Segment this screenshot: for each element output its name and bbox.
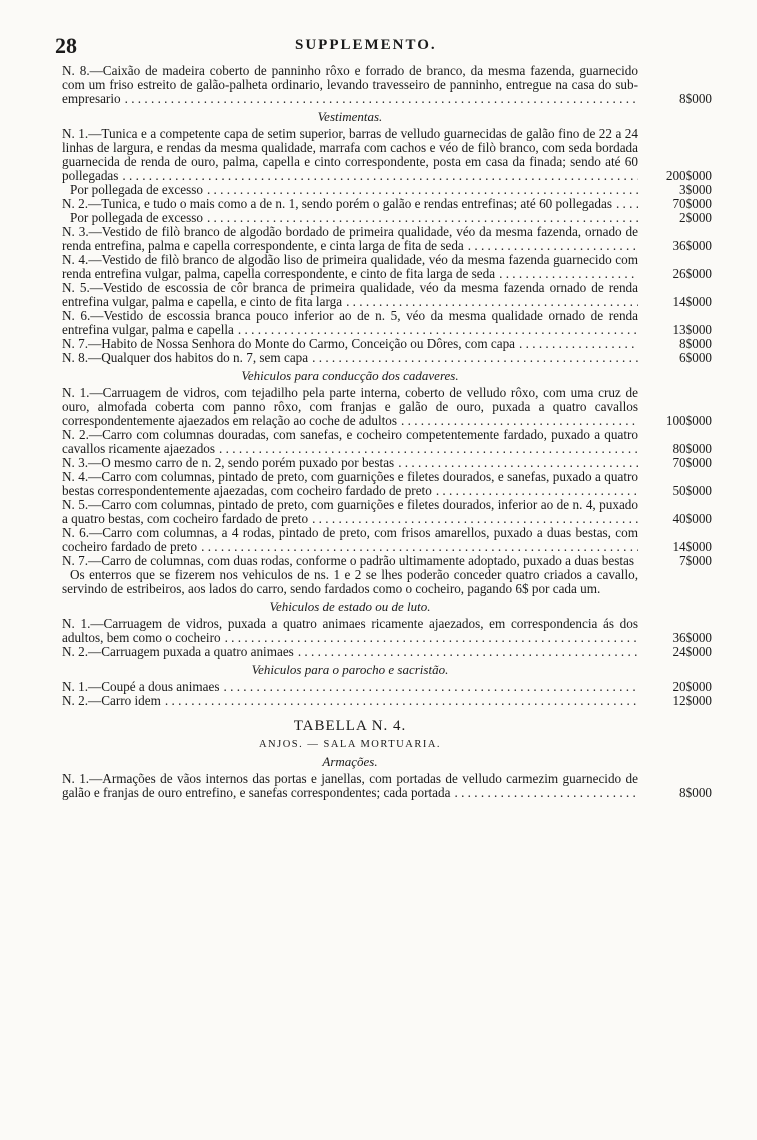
- entry-price: 36$000: [672, 630, 712, 645]
- entry-price: 36$000: [672, 238, 712, 253]
- price-list: [62, 64, 712, 800]
- price-entry: [62, 456, 712, 470]
- section-title: Vehiculos para o parocho e sacristão.: [251, 662, 449, 677]
- entry-price: 70$000: [672, 455, 712, 470]
- entry-description: N. 2.—Tunica, e tudo o mais como a de n. 1, sendo porém o galão e rendas entrefinas; até 60 pollegadas . . .: [62, 197, 638, 211]
- entry-price: 8$000: [679, 91, 712, 106]
- section-title: Vehiculos de estado ou de luto.: [269, 599, 431, 614]
- entry-price: 40$000: [672, 511, 712, 526]
- entry-description: N. 4.—Carro com columnas, pintado de preto, com guarnições e filetes dourados, e sanefas, puxado a quatro bestas correspondentemente ajaezadas, com cocheiro fardado de preto . . .: [62, 470, 638, 498]
- entry-price: 12$000: [672, 693, 712, 708]
- entry-description: N. 1.—Armações de vãos internos das portas e janellas, com portadas de velludo carmezim guarnecido de galão e franjas de ouro entrefino, e sanefas correspondentes; cada portada . . .: [62, 772, 638, 800]
- entry-description: N. 2.—Carro idem . . .: [62, 694, 638, 708]
- section-note: Os enterros que se fizerem nos vehiculos de ns. 1 e 2 se lhes poderão conceder quatro criados a cavallo, servindo de estribeiros, aos lados do carro, sendo fardados como o cocheiro, pagando 6$ por cada um.: [62, 567, 638, 596]
- price-entry: [62, 197, 712, 211]
- entry-price: 26$000: [672, 266, 712, 281]
- entry-description: N. 4.—Vestido de filò branco de algodão liso de primeira qualidade, véo da mesma fazenda guarnecido com renda entrefina vulgar, palma, capella correspondente, e cinto de fita larga de seda . . .: [62, 253, 638, 281]
- entry-description: N. 2.—Carro com columnas douradas, com sanefas, e cocheiro competentemente fardado, puxado a quatro cavallos ricamente ajaezados . . .: [62, 428, 638, 456]
- entry-description: N. 6.—Vestido de escossia branca pouco inferior ao de n. 5, véo da mesma qualidade ornado de renda entrefina vulgar, palma e capella . . .: [62, 309, 638, 337]
- price-entry: [62, 498, 712, 526]
- page-header: [55, 33, 655, 57]
- price-entry: [62, 428, 712, 456]
- entry-price: 8$000: [679, 336, 712, 351]
- price-entry: [62, 253, 712, 281]
- section-title: Armações.: [322, 754, 378, 769]
- entry-description: N. 5.—Carro com columnas, pintado de preto, com guarnições e filetes dourados, inferior ao de n. 4, puxado a quatro bestas, com cocheiro fardado de preto . . .: [62, 498, 638, 526]
- entry-description: N. 3.—O mesmo carro de n. 2, sendo porém puxado por bestas . . .: [62, 456, 638, 470]
- entry-description: N. 1.—Carruagem de vidros, puxada a quatro animaes ricamente ajaezados, em correspondencia ás dos adultos, bem como o cocheiro . . .: [62, 617, 638, 645]
- section-title: Vestimentas.: [317, 109, 383, 124]
- entry-description: N. 7.—Carro de columnas, com duas rodas, conforme o padrão ultimamente adoptado, puxado a duas bestas . . .: [62, 554, 638, 568]
- entry-description: N. 8.—Qualquer dos habitos do n. 7, sem capa . . .: [62, 351, 638, 365]
- entry-description: N. 6.—Carro com columnas, a 4 rodas, pintado de preto, com frisos amarellos, puxado a duas bestas, com cocheiro fardado de preto . . .: [62, 526, 638, 554]
- section-title: Vehiculos para conducção dos cadaveres.: [241, 368, 459, 383]
- entry-description: N. 3.—Vestido de filò branco de algodão bordado de primeira qualidade, véo da mesma fazenda, ornado de renda entrefina, palma e capella correspondente, e cinta larga de fita de seda . . .: [62, 225, 638, 253]
- price-entry: [62, 211, 712, 225]
- entry-price: 200$000: [665, 168, 712, 183]
- table-title: TABELLA N. 4.: [293, 718, 407, 734]
- entry-price: 20$000: [672, 679, 712, 694]
- entry-description: N. 1.—Carruagem de vidros, com tejadilho pela parte interna, coberto de velludo rôxo, com uma cruz de ouro, almofada coberta com panno rôxo, com franjas e galão de ouro, puxada a quatro cavallos correspondentemente ajaezados em relação ao coche de adultos . . .: [62, 386, 638, 428]
- price-entry: [62, 554, 712, 568]
- entry-description: N. 5.—Vestido de escossia de côr branca de primeira qualidade, véo da mesma fazenda ornado de renda entrefina vulgar, palma e capella, e cinto de fita larga . . .: [62, 281, 638, 309]
- entry-price: 2$000: [679, 210, 712, 225]
- entry-price: 70$000: [672, 196, 712, 211]
- entry-price: 14$000: [672, 539, 712, 554]
- price-entry: [62, 225, 712, 253]
- entry-description: N. 2.—Carruagem puxada a quatro animaes . . .: [62, 645, 638, 659]
- entry-price: 80$000: [672, 441, 712, 456]
- page-number: 28: [55, 33, 77, 58]
- price-entry: [62, 772, 712, 800]
- price-entry: [62, 337, 712, 351]
- entry-price: 3$000: [679, 182, 712, 197]
- entry-description: N. 1.—Tunica e a competente capa de setim superior, barras de velludo guarnecidas de galão fino de 22 a 24 linhas de largura, e rendas da mesma qualidade, marrafa com cachos e véo de filò branco, com seda bordada guarnecida de renda de ouro, palma, capella e cinto correspondente, posta em casa da finada; sendo até 60 pollegadas . . .: [62, 127, 638, 183]
- price-entry: [62, 127, 712, 183]
- entry-description: Por pollegada de excesso . . .: [70, 211, 638, 225]
- entry-price: 14$000: [672, 294, 712, 309]
- price-entry: [62, 694, 712, 708]
- price-entry: [62, 309, 712, 337]
- entry-description: N. 7.—Habito de Nossa Senhora do Monte do Carmo, Conceição ou Dôres, com capa . . .: [62, 337, 638, 351]
- entry-price: 50$000: [672, 483, 712, 498]
- price-entry: [62, 470, 712, 498]
- price-entry: [62, 617, 712, 645]
- price-entry: [62, 281, 712, 309]
- price-entry: [62, 386, 712, 428]
- price-entry: [62, 526, 712, 554]
- price-entry: [62, 645, 712, 659]
- table-subtitle: ANJOS. — SALA MORTUARIA.: [258, 739, 442, 750]
- entry-price: 6$000: [679, 350, 712, 365]
- entry-price: 13$000: [672, 322, 712, 337]
- entry-description: Por pollegada de excesso . . .: [70, 183, 638, 197]
- price-entry: [62, 351, 712, 365]
- entry-price: 7$000: [679, 553, 712, 568]
- entry-price: 24$000: [672, 644, 712, 659]
- price-entry: [62, 183, 712, 197]
- entry-price: 100$000: [665, 413, 712, 428]
- price-entry: [62, 680, 712, 694]
- entry-price: 8$000: [679, 785, 712, 800]
- entry-description: N. 8.—Caixão de madeira coberto de panninho rôxo e forrado de branco, da mesma fazenda, guarnecido com um friso estreito de galão-palheta ordinario, levando travesseiro de panninho, entregue na casa do sub-empresario . . .: [62, 64, 638, 106]
- entry-description: N. 1.—Coupé a dous animaes . . .: [62, 680, 638, 694]
- price-entry: [62, 64, 712, 106]
- running-title: SUPPLEMENTO.: [295, 37, 437, 53]
